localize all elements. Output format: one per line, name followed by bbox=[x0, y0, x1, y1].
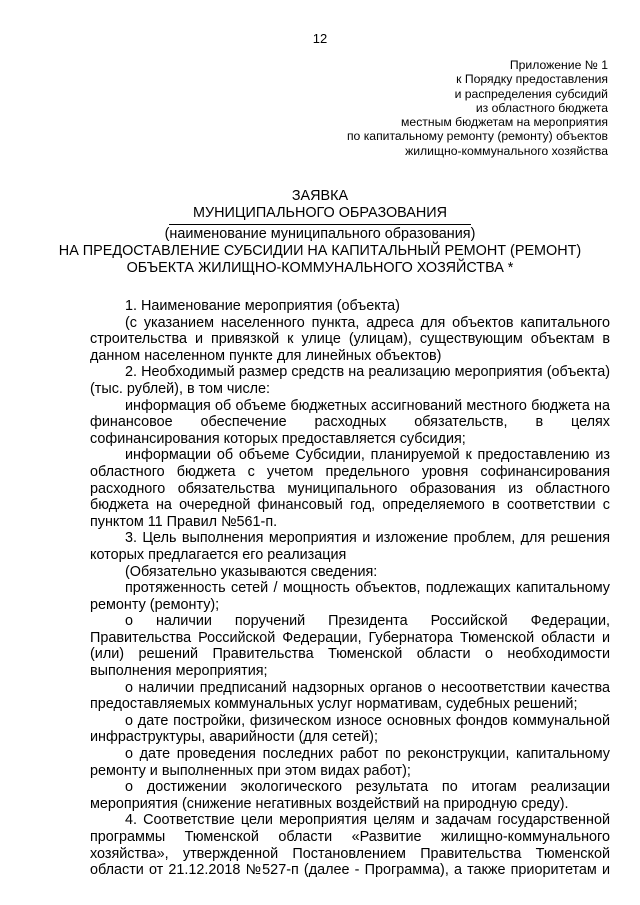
appendix-line: по капитальному ремонту (ремонту) объектов bbox=[346, 129, 608, 144]
appendix-header bbox=[347, 58, 608, 158]
paragraph-item-2-subsidy: информации об объеме Субсидии, планируемой к предоставлению из областного бюджета с учетом предельного уровня софинансирования расходного обязательства муниципального образования из областного бюджета на очередной финансовый год, определяемого в соответствии с пунктом 11 Правил №561-п. bbox=[90, 447, 610, 530]
appendix-line: из областного бюджета bbox=[475, 100, 608, 115]
paragraph-item-4: 4. Соответствие цели мероприятия целям и задачам государственной программы Тюменской области «Развитие жилищно-коммунального хозяйства», утвержденной Постановлением Правительства Тюменской области от 21.12.2018 №527-п (далее - Программа), а также приоритетам и bbox=[90, 812, 610, 879]
paragraph-item-3-orders: о наличии поручений Президента Российской Федерации, Правительства Российской Федерации, Губернатора Тюменской области и (или) решений Правительства Тюменской области о необходимости выполнения мероприятия; bbox=[90, 613, 610, 680]
municipality-name-blank bbox=[169, 224, 471, 225]
paragraph-item-3-construction-date: о дате постройки, физическом износе основных фондов коммунальной инфраструктуры, аварийности (для сетей); bbox=[90, 712, 610, 746]
title-line-application: ЗАЯВКА bbox=[291, 188, 349, 204]
paragraph-item-3-network-length: протяженность сетей / мощность объектов, подлежащих капитальному ремонту (ремонту); bbox=[90, 580, 610, 613]
title-line-object: ОБЪЕКТА ЖИЛИЩНО-КОММУНАЛЬНОГО ХОЗЯЙСТВА * bbox=[126, 260, 514, 276]
paragraph-item-3-prescriptions: о наличии предписаний надзорных органов о несоответствии качества предоставляемых коммунальных услуг нормативам, судебных решений; bbox=[90, 679, 610, 713]
appendix-line: и распределения субсидий bbox=[454, 86, 608, 101]
paragraph-item-3: 3. Цель выполнения мероприятия и изложение проблем, для решения которых предлагается его реализация bbox=[90, 530, 610, 563]
paragraph-item-2: 2. Необходимый размер средств на реализацию мероприятия (объекта) (тыс. рублей), в том числе: bbox=[90, 364, 610, 397]
title-line-municipality: МУНИЦИПАЛЬНОГО ОБРАЗОВАНИЯ bbox=[192, 205, 448, 221]
paragraph-item-3-required-info: (Обязательно указываются сведения: bbox=[125, 563, 378, 580]
document-title bbox=[0, 188, 640, 277]
document-body bbox=[90, 298, 610, 879]
page-number: 12 bbox=[312, 31, 328, 46]
appendix-line: Приложение № 1 bbox=[509, 58, 608, 72]
paragraph-item-3-last-works: о дате проведения последних работ по реконструкции, капитальному ремонту и выполненных при этом видах работ); bbox=[90, 746, 610, 779]
paragraph-item-3-ecology: о достижении экологического результата по итогам реализации мероприятия (снижение негативных воздействий на природную среду). bbox=[90, 779, 610, 812]
paragraph-item-1-note: (с указанием населенного пункта, адреса для объектов капитального строительства и привязкой к улице (улицам), существующим объектам в данном населенном пункте для линейных объектов) bbox=[90, 314, 610, 364]
appendix-line: жилищно-коммунального хозяйства bbox=[405, 143, 608, 158]
appendix-line: местным бюджетам на мероприятия bbox=[401, 115, 608, 130]
paragraph-item-2-local-budget: информация об объеме бюджетных ассигнований местного бюджета на финансовое обеспечение расходных обязательств, в целях софинансирования которых предоставляется субсидия; bbox=[90, 397, 610, 447]
paragraph-item-1: 1. Наименование мероприятия (объекта) bbox=[125, 298, 400, 314]
municipality-name-caption: (наименование муниципального образования) bbox=[164, 226, 476, 242]
appendix-line: к Порядку предоставления bbox=[456, 72, 608, 87]
title-line-subsidy: НА ПРЕДОСТАВЛЕНИЕ СУБСИДИИ НА КАПИТАЛЬНЫЙ РЕМОНТ (РЕМОНТ) bbox=[58, 243, 582, 259]
